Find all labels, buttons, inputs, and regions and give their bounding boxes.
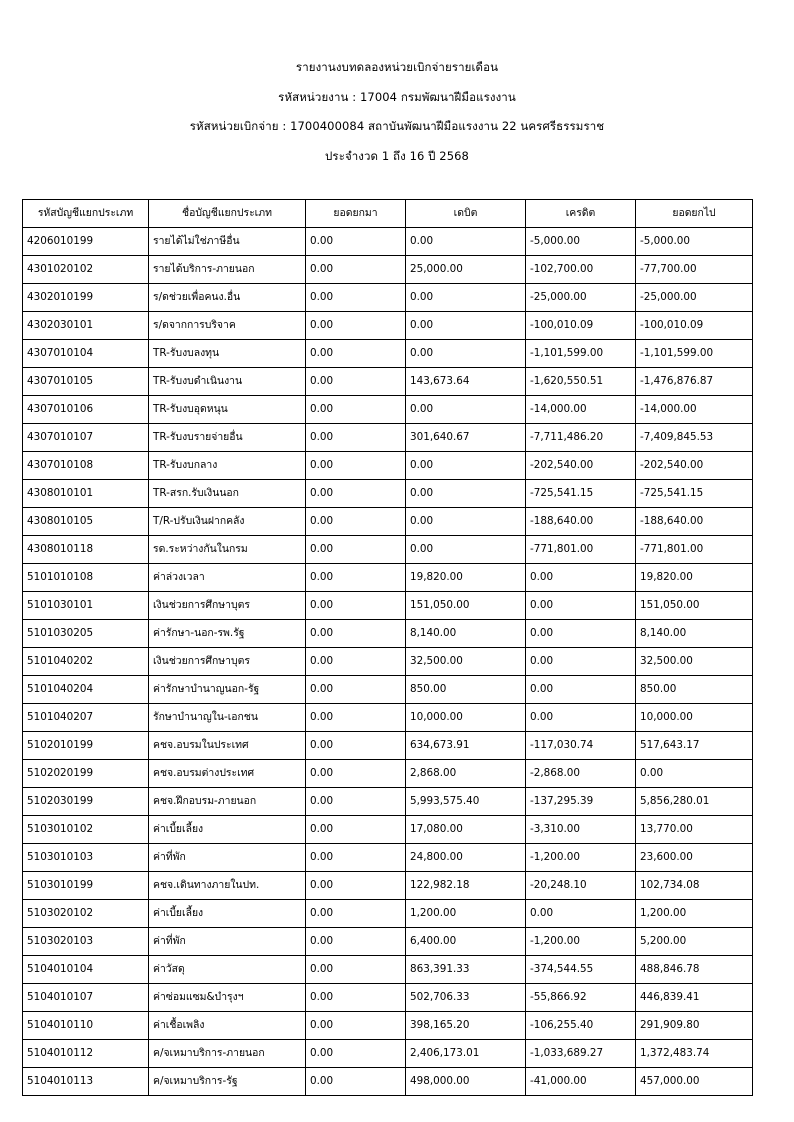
cell-credit: -106,255.40 — [526, 1012, 636, 1040]
column-header-debit: เดบิต — [406, 200, 526, 228]
cell-cf: 19,820.00 — [636, 564, 753, 592]
cell-debit: 0.00 — [406, 312, 526, 340]
cell-bf: 0.00 — [306, 816, 406, 844]
cell-debit: 398,165.20 — [406, 1012, 526, 1040]
cell-debit: 850.00 — [406, 676, 526, 704]
cell-bf: 0.00 — [306, 452, 406, 480]
cell-cf: -100,010.09 — [636, 312, 753, 340]
cell-name: TR-รับงบดำเนินงาน — [149, 368, 306, 396]
table-row — [23, 284, 753, 312]
table-row — [23, 872, 753, 900]
cell-cf: 850.00 — [636, 676, 753, 704]
cell-bf: 0.00 — [306, 1012, 406, 1040]
cell-credit: -1,200.00 — [526, 928, 636, 956]
cell-debit: 1,200.00 — [406, 900, 526, 928]
table-row — [23, 956, 753, 984]
table-row — [23, 536, 753, 564]
cell-cf: -771,801.00 — [636, 536, 753, 564]
cell-cf: 291,909.80 — [636, 1012, 753, 1040]
table-row — [23, 816, 753, 844]
cell-code: 4307010107 — [23, 424, 149, 452]
cell-credit: -25,000.00 — [526, 284, 636, 312]
cell-code: 4301020102 — [23, 256, 149, 284]
table-row — [23, 452, 753, 480]
cell-debit: 143,673.64 — [406, 368, 526, 396]
table-row — [23, 396, 753, 424]
cell-credit: -771,801.00 — [526, 536, 636, 564]
cell-credit: -725,541.15 — [526, 480, 636, 508]
cell-code: 4307010108 — [23, 452, 149, 480]
table-row — [23, 368, 753, 396]
cell-name: ค่าที่พัก — [149, 844, 306, 872]
cell-name: รักษาบำนาญใน-เอกชน — [149, 704, 306, 732]
cell-debit: 0.00 — [406, 228, 526, 256]
cell-debit: 24,800.00 — [406, 844, 526, 872]
cell-cf: 488,846.78 — [636, 956, 753, 984]
cell-code: 4307010105 — [23, 368, 149, 396]
cell-cf: 0.00 — [636, 760, 753, 788]
table-body — [23, 228, 753, 1096]
cell-name: รายได้ไม่ใช่ภาษีอื่น — [149, 228, 306, 256]
cell-bf: 0.00 — [306, 424, 406, 452]
cell-code: 4302030101 — [23, 312, 149, 340]
cell-credit: -100,010.09 — [526, 312, 636, 340]
table-header — [23, 200, 753, 228]
column-header-balance-forward: ยอดยกมา — [306, 200, 406, 228]
cell-code: 5103020103 — [23, 928, 149, 956]
table-row — [23, 228, 753, 256]
cell-name: เงินช่วยการศึกษาบุตร — [149, 648, 306, 676]
cell-name: ค/จเหมาบริการ-ภายนอก — [149, 1040, 306, 1068]
cell-bf: 0.00 — [306, 760, 406, 788]
cell-cf: -725,541.15 — [636, 480, 753, 508]
table-row — [23, 900, 753, 928]
cell-bf: 0.00 — [306, 732, 406, 760]
table-row — [23, 760, 753, 788]
cell-cf: 517,643.17 — [636, 732, 753, 760]
cell-debit: 0.00 — [406, 340, 526, 368]
cell-cf: -188,640.00 — [636, 508, 753, 536]
cell-debit: 8,140.00 — [406, 620, 526, 648]
cell-debit: 301,640.67 — [406, 424, 526, 452]
cell-debit: 863,391.33 — [406, 956, 526, 984]
cell-name: TR-รับงบลงทุน — [149, 340, 306, 368]
cell-name: คชจ.ฝึกอบรม-ภายนอก — [149, 788, 306, 816]
cell-debit: 502,706.33 — [406, 984, 526, 1012]
table-row — [23, 1012, 753, 1040]
cell-code: 5101010108 — [23, 564, 149, 592]
cell-code: 4307010106 — [23, 396, 149, 424]
cell-bf: 0.00 — [306, 648, 406, 676]
cell-cf: 5,200.00 — [636, 928, 753, 956]
cell-bf: 0.00 — [306, 396, 406, 424]
cell-name: ค่าเบี้ยเลี้ยง — [149, 816, 306, 844]
cell-name: ค่าล่วงเวลา — [149, 564, 306, 592]
cell-bf: 0.00 — [306, 872, 406, 900]
cell-credit: 0.00 — [526, 564, 636, 592]
cell-cf: -14,000.00 — [636, 396, 753, 424]
trial-balance-table — [22, 199, 753, 1096]
cell-cf: -7,409,845.53 — [636, 424, 753, 452]
cell-credit: 0.00 — [526, 900, 636, 928]
table-row — [23, 592, 753, 620]
table-row — [23, 648, 753, 676]
cell-credit: -137,295.39 — [526, 788, 636, 816]
cell-name: คชจ.เดินทางภายในปท. — [149, 872, 306, 900]
cell-bf: 0.00 — [306, 788, 406, 816]
cell-name: ค่าเบี้ยเลี้ยง — [149, 900, 306, 928]
cell-cf: -202,540.00 — [636, 452, 753, 480]
table-row — [23, 256, 753, 284]
cell-cf: 32,500.00 — [636, 648, 753, 676]
cell-debit: 151,050.00 — [406, 592, 526, 620]
cell-bf: 0.00 — [306, 676, 406, 704]
cell-name: เงินช่วยการศึกษาบุตร — [149, 592, 306, 620]
cell-credit: -374,544.55 — [526, 956, 636, 984]
cell-code: 5101040202 — [23, 648, 149, 676]
cell-code: 5101030205 — [23, 620, 149, 648]
cell-name: TR-รับงบกลาง — [149, 452, 306, 480]
cell-code: 5103010103 — [23, 844, 149, 872]
cell-bf: 0.00 — [306, 536, 406, 564]
cell-code: 5104010104 — [23, 956, 149, 984]
cell-debit: 2,406,173.01 — [406, 1040, 526, 1068]
cell-credit: -41,000.00 — [526, 1068, 636, 1096]
cell-code: 4302010199 — [23, 284, 149, 312]
cell-name: T/R-ปรับเงินฝากคลัง — [149, 508, 306, 536]
cell-debit: 0.00 — [406, 284, 526, 312]
cell-name: ค่าที่พัก — [149, 928, 306, 956]
cell-bf: 0.00 — [306, 340, 406, 368]
cell-name: ร/ดช่วยเพื่อคนง.อื่น — [149, 284, 306, 312]
cell-debit: 5,993,575.40 — [406, 788, 526, 816]
report-title: รายงานงบทดลองหน่วยเบิกจ่ายรายเดือน — [295, 60, 499, 74]
cell-credit: -117,030.74 — [526, 732, 636, 760]
table-row — [23, 340, 753, 368]
table-row — [23, 424, 753, 452]
cell-bf: 0.00 — [306, 228, 406, 256]
cell-cf: -1,101,599.00 — [636, 340, 753, 368]
cell-credit: -20,248.10 — [526, 872, 636, 900]
cell-cf: 1,200.00 — [636, 900, 753, 928]
cell-bf: 0.00 — [306, 480, 406, 508]
cell-code: 4308010101 — [23, 480, 149, 508]
cell-debit: 0.00 — [406, 396, 526, 424]
cell-bf: 0.00 — [306, 900, 406, 928]
cell-debit: 498,000.00 — [406, 1068, 526, 1096]
table-row — [23, 480, 753, 508]
cell-code: 5104010113 — [23, 1068, 149, 1096]
cell-cf: 151,050.00 — [636, 592, 753, 620]
cell-bf: 0.00 — [306, 1040, 406, 1068]
cell-code: 5104010110 — [23, 1012, 149, 1040]
cell-credit: -1,620,550.51 — [526, 368, 636, 396]
cell-name: ค่ารักษา-นอก-รพ.รัฐ — [149, 620, 306, 648]
cell-bf: 0.00 — [306, 592, 406, 620]
cell-debit: 0.00 — [406, 452, 526, 480]
cell-cf: -77,700.00 — [636, 256, 753, 284]
table-row — [23, 928, 753, 956]
cell-credit: -1,101,599.00 — [526, 340, 636, 368]
cell-cf: 10,000.00 — [636, 704, 753, 732]
cell-credit: 0.00 — [526, 620, 636, 648]
cell-cf: 13,770.00 — [636, 816, 753, 844]
cell-bf: 0.00 — [306, 620, 406, 648]
cell-code: 4307010104 — [23, 340, 149, 368]
table-row — [23, 312, 753, 340]
cell-debit: 19,820.00 — [406, 564, 526, 592]
cell-credit: -2,868.00 — [526, 760, 636, 788]
cell-cf: -25,000.00 — [636, 284, 753, 312]
cell-code: 4308010118 — [23, 536, 149, 564]
cell-debit: 122,982.18 — [406, 872, 526, 900]
table-header-row — [23, 200, 753, 228]
disbursing-unit-line: รหัสหน่วยเบิกจ่าย : 1700400084 สถาบันพัฒนาฝีมือแรงงาน 22 นครศรีธรรมราช — [189, 119, 605, 133]
cell-credit: -102,700.00 — [526, 256, 636, 284]
cell-cf: 23,600.00 — [636, 844, 753, 872]
cell-name: ค/จเหมาบริการ-รัฐ — [149, 1068, 306, 1096]
report-header — [0, 0, 794, 162]
cell-credit: -1,033,689.27 — [526, 1040, 636, 1068]
cell-name: ค่าซ่อมแซม&บำรุงฯ — [149, 984, 306, 1012]
cell-debit: 25,000.00 — [406, 256, 526, 284]
cell-bf: 0.00 — [306, 256, 406, 284]
table-row — [23, 1068, 753, 1096]
cell-cf: 102,734.08 — [636, 872, 753, 900]
cell-code: 4206010199 — [23, 228, 149, 256]
table-row — [23, 704, 753, 732]
cell-cf: 1,372,483.74 — [636, 1040, 753, 1068]
cell-bf: 0.00 — [306, 508, 406, 536]
cell-code: 5102020199 — [23, 760, 149, 788]
table-row — [23, 676, 753, 704]
column-header-credit: เครดิต — [526, 200, 636, 228]
cell-name: รด.ระหว่างกันในกรม — [149, 536, 306, 564]
cell-debit: 0.00 — [406, 508, 526, 536]
cell-credit: -55,866.92 — [526, 984, 636, 1012]
cell-name: ค่าวัสดุ — [149, 956, 306, 984]
cell-bf: 0.00 — [306, 312, 406, 340]
cell-bf: 0.00 — [306, 956, 406, 984]
cell-code: 5102030199 — [23, 788, 149, 816]
cell-credit: -7,711,486.20 — [526, 424, 636, 452]
cell-name: รายได้บริการ-ภายนอก — [149, 256, 306, 284]
cell-credit: 0.00 — [526, 676, 636, 704]
cell-bf: 0.00 — [306, 984, 406, 1012]
cell-cf: 446,839.41 — [636, 984, 753, 1012]
table-row — [23, 984, 753, 1012]
table-row — [23, 508, 753, 536]
cell-cf: 457,000.00 — [636, 1068, 753, 1096]
cell-debit: 10,000.00 — [406, 704, 526, 732]
cell-credit: 0.00 — [526, 648, 636, 676]
cell-bf: 0.00 — [306, 368, 406, 396]
cell-code: 4308010105 — [23, 508, 149, 536]
cell-name: TR-สรก.รับเงินนอก — [149, 480, 306, 508]
cell-credit: -188,640.00 — [526, 508, 636, 536]
cell-bf: 0.00 — [306, 1068, 406, 1096]
cell-bf: 0.00 — [306, 928, 406, 956]
cell-credit: -3,310.00 — [526, 816, 636, 844]
cell-debit: 2,868.00 — [406, 760, 526, 788]
table-row — [23, 788, 753, 816]
cell-cf: 5,856,280.01 — [636, 788, 753, 816]
cell-credit: 0.00 — [526, 592, 636, 620]
agency-code-line: รหัสหน่วยงาน : 17004 กรมพัฒนาฝีมือแรงงาน — [278, 89, 516, 104]
cell-name: TR-รับงบรายจ่ายอื่น — [149, 424, 306, 452]
cell-code: 5102010199 — [23, 732, 149, 760]
cell-bf: 0.00 — [306, 284, 406, 312]
table-row — [23, 732, 753, 760]
cell-debit: 634,673.91 — [406, 732, 526, 760]
cell-credit: -202,540.00 — [526, 452, 636, 480]
cell-code: 5103020102 — [23, 900, 149, 928]
cell-name: ค่ารักษาบำนาญนอก-รัฐ — [149, 676, 306, 704]
cell-code: 5103010199 — [23, 872, 149, 900]
cell-cf: -5,000.00 — [636, 228, 753, 256]
cell-name: ร/ดจากการบริจาค — [149, 312, 306, 340]
cell-code: 5104010107 — [23, 984, 149, 1012]
table-row — [23, 1040, 753, 1068]
cell-code: 5104010112 — [23, 1040, 149, 1068]
table-row — [23, 620, 753, 648]
column-header-balance-carried: ยอดยกไป — [636, 200, 753, 228]
cell-name: คชจ.อบรมในประเทศ — [149, 732, 306, 760]
cell-debit: 32,500.00 — [406, 648, 526, 676]
cell-credit: -1,200.00 — [526, 844, 636, 872]
column-header-account-code: รหัสบัญชีแยกประเภท — [23, 200, 149, 228]
cell-code: 5101030101 — [23, 592, 149, 620]
table-row — [23, 564, 753, 592]
trial-balance-table-wrapper — [22, 199, 752, 1096]
cell-cf: -1,476,876.87 — [636, 368, 753, 396]
cell-name: คชจ.อบรมต่างประเทศ — [149, 760, 306, 788]
cell-credit: -5,000.00 — [526, 228, 636, 256]
cell-cf: 8,140.00 — [636, 620, 753, 648]
cell-code: 5101040207 — [23, 704, 149, 732]
cell-credit: 0.00 — [526, 704, 636, 732]
cell-name: TR-รับงบอุดหนุน — [149, 396, 306, 424]
cell-debit: 6,400.00 — [406, 928, 526, 956]
cell-debit: 0.00 — [406, 480, 526, 508]
table-row — [23, 844, 753, 872]
cell-debit: 0.00 — [406, 536, 526, 564]
column-header-account-name: ชื่อบัญชีแยกประเภท — [149, 200, 306, 228]
cell-bf: 0.00 — [306, 704, 406, 732]
cell-bf: 0.00 — [306, 844, 406, 872]
cell-name: ค่าเชื้อเพลิง — [149, 1012, 306, 1040]
cell-credit: -14,000.00 — [526, 396, 636, 424]
period-line: ประจำงวด 1 ถึง 16 ปี 2568 — [325, 148, 469, 163]
cell-bf: 0.00 — [306, 564, 406, 592]
cell-code: 5101040204 — [23, 676, 149, 704]
cell-code: 5103010102 — [23, 816, 149, 844]
cell-debit: 17,080.00 — [406, 816, 526, 844]
